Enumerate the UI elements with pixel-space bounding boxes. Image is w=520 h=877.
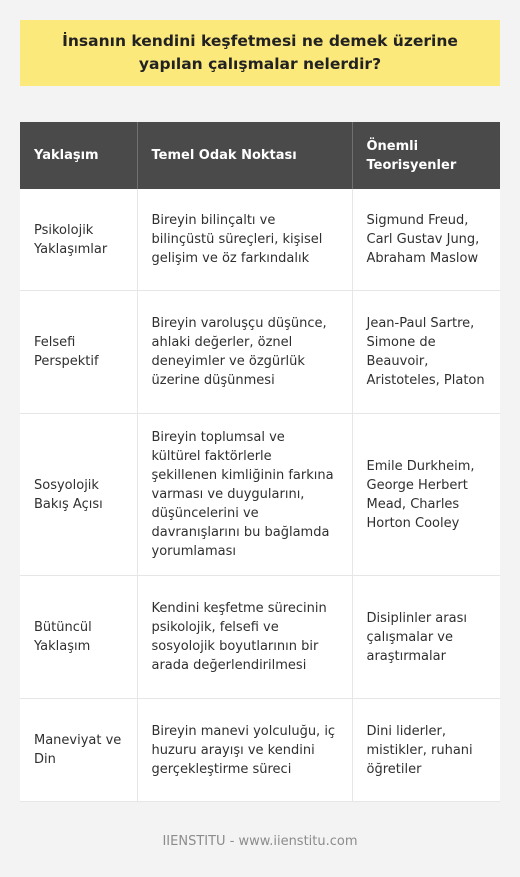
cell-approach: Psikolojik Yaklaşımlar xyxy=(20,189,137,291)
table-row xyxy=(20,189,500,291)
table-row xyxy=(20,291,500,414)
header-approach: Yaklaşım xyxy=(20,122,137,189)
cell-theorists: Dini liderler, mistikler, ruhani öğretiler xyxy=(352,699,500,802)
cell-approach: Maneviyat ve Din xyxy=(20,699,137,802)
cell-focus: Bireyin manevi yolculuğu, iç huzuru arayışı ve kendini gerçekleştirme süreci xyxy=(137,699,352,802)
footer-credit: IIENSTITU - www.iienstitu.com xyxy=(162,834,358,849)
header-focus: Temel Odak Noktası xyxy=(137,122,352,189)
cell-approach: Bütüncül Yaklaşım xyxy=(20,576,137,699)
cell-theorists: Emile Durkheim, George Herbert Mead, Charles Horton Cooley xyxy=(352,414,500,576)
cell-theorists: Sigmund Freud, Carl Gustav Jung, Abraham Maslow xyxy=(352,189,500,291)
cell-focus: Kendini keşfetme sürecinin psikolojik, felsefi ve sosyolojik boyutlarının bir arada değerlendirilmesi xyxy=(137,576,352,699)
cell-theorists: Disiplinler arası çalışmalar ve araştırmalar xyxy=(352,576,500,699)
cell-approach: Felsefi Perspektif xyxy=(20,291,137,414)
table-row xyxy=(20,576,500,699)
cell-focus: Bireyin varoluşçu düşünce, ahlaki değerler, öznel deneyimler ve özgürlük üzerine düşünmesi xyxy=(137,291,352,414)
header-theorists: Önemli Teorisyenler xyxy=(352,122,500,189)
table-row xyxy=(20,414,500,576)
table-header-row xyxy=(20,122,500,189)
cell-focus: Bireyin toplumsal ve kültürel faktörlerle şekillenen kimliğinin farkına varması ve duygularını, düşüncelerini ve davranışlarını bu bağlamda yorumlaması xyxy=(137,414,352,576)
title-banner xyxy=(20,20,500,86)
cell-approach: Sosyolojik Bakış Açısı xyxy=(20,414,137,576)
comparison-table xyxy=(20,122,500,802)
cell-focus: Bireyin bilinçaltı ve bilinçüstü süreçleri, kişisel gelişim ve öz farkındalık xyxy=(137,189,352,291)
table-row xyxy=(20,699,500,802)
page-title: İnsanın kendini keşfetmesi ne demek üzerine yapılan çalışmalar nelerdir? xyxy=(62,32,458,73)
cell-theorists: Jean-Paul Sartre, Simone de Beauvoir, Aristoteles, Platon xyxy=(352,291,500,414)
